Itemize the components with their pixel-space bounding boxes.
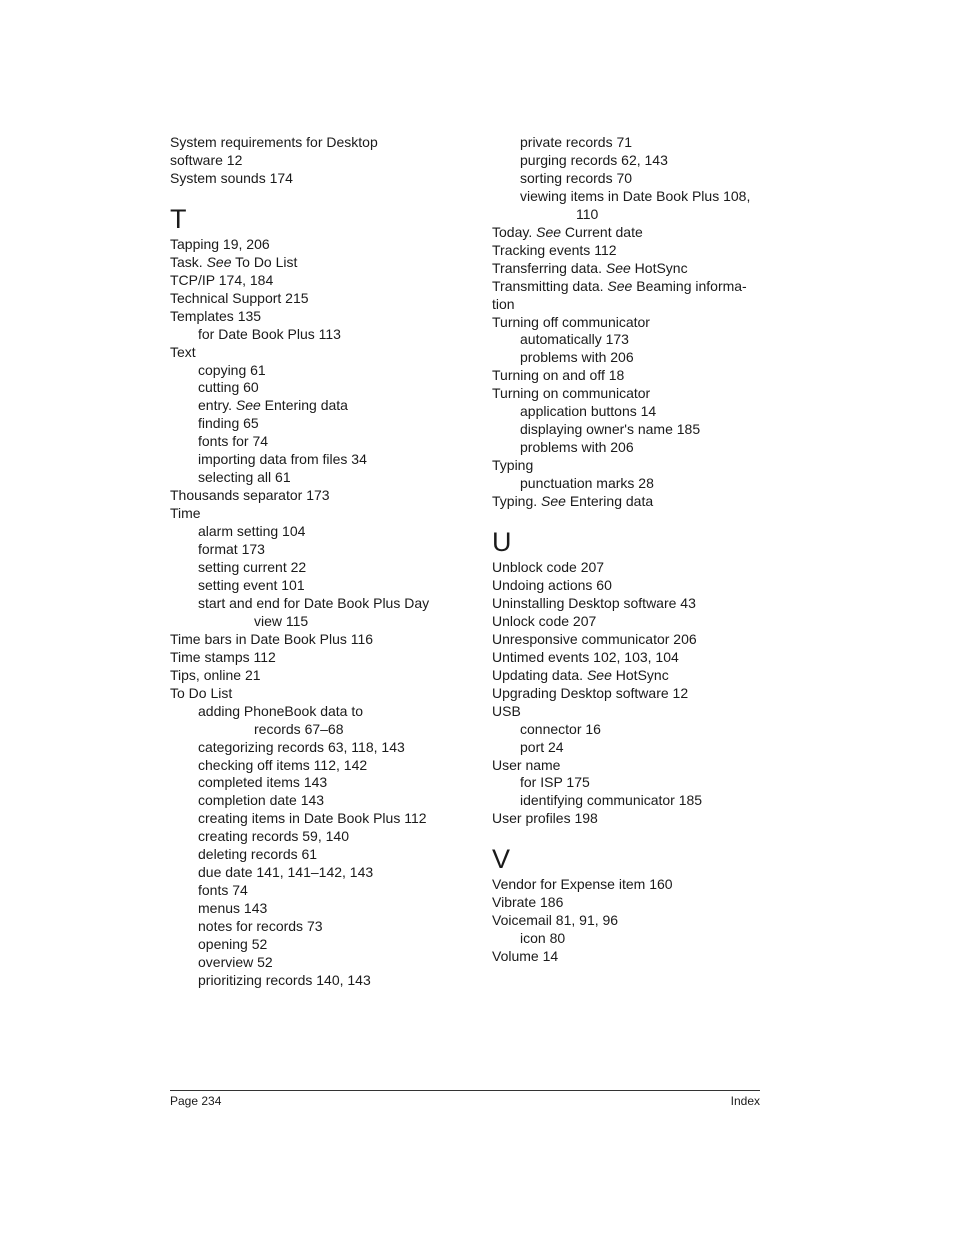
index-subentry: due date 141, 141–142, 143	[198, 864, 374, 881]
index-subentry: setting event 101	[198, 576, 305, 593]
index-entry: software 12	[170, 151, 243, 168]
see-reference: See	[607, 277, 633, 294]
index-entry: System requirements for Desktop	[170, 134, 378, 150]
index-subentry: creating items in Date Book Plus 112	[198, 810, 427, 827]
cross-reference-target: HotSync	[611, 666, 669, 683]
cross-reference-target: HotSync	[630, 259, 688, 276]
index-subentry: problems with 206	[520, 349, 634, 366]
index-entry: Tracking events 112	[492, 241, 617, 258]
cross-reference-target: Current date	[561, 223, 643, 240]
index-entry: User profiles 198	[492, 810, 598, 827]
index-subentry: copying 61	[198, 361, 266, 378]
entry-text: Updating data.	[492, 666, 587, 683]
index-entry: Turning off communicator	[492, 313, 650, 330]
index-subentry: setting current 22	[198, 559, 307, 576]
index-entry: Turning on communicator	[492, 385, 651, 402]
index-column-left	[170, 134, 470, 990]
index-subentry: deleting records 61	[198, 846, 318, 863]
index-subentry: alarm setting 104	[198, 523, 306, 540]
index-subentry: icon 80	[520, 930, 566, 947]
index-subentry: opening 52	[198, 936, 268, 953]
index-subentry: format 173	[198, 541, 265, 558]
index-entry: To Do List	[170, 684, 233, 701]
index-entry	[492, 278, 792, 296]
index-subentry: checking off items 112, 142	[198, 756, 368, 773]
see-reference: See	[586, 666, 612, 683]
index-entry: Untimed events 102, 103, 104	[492, 648, 679, 665]
section-name: Index	[730, 1094, 760, 1108]
index-letter-heading: T	[170, 203, 187, 234]
index-entry: Vibrate 186	[492, 894, 564, 911]
see-reference: See	[536, 223, 562, 240]
index-entry: User name	[492, 756, 561, 773]
index-entry	[492, 493, 792, 511]
footer-rule	[170, 1090, 760, 1091]
index-subentry: overview 52	[198, 953, 273, 970]
index-entry-continuation: view 115	[254, 612, 309, 629]
entry-text: Typing.	[492, 493, 542, 510]
cross-reference-target: To Do List	[231, 253, 298, 270]
entry-text: entry.	[198, 397, 236, 414]
index-subentry: fonts for 74	[198, 433, 269, 450]
index-subentry: prioritizing records 140, 143	[198, 971, 371, 988]
index-entry: Upgrading Desktop software 12	[492, 684, 689, 701]
see-reference: See	[206, 253, 232, 270]
index-subentry: for ISP 175	[520, 774, 590, 791]
index-subentry: completed items 143	[198, 774, 328, 791]
index-subentry: for Date Book Plus 113	[198, 325, 341, 342]
index-entry: USB	[492, 702, 521, 719]
index-entry-continuation: 110	[576, 205, 599, 222]
index-entry	[492, 260, 792, 278]
index-entry: Turning on and off 18	[492, 367, 625, 384]
index-subentry: menus 143	[198, 900, 268, 917]
index-subentry: connector 16	[520, 720, 601, 737]
index-entry: Tapping 19, 206	[170, 235, 270, 252]
index-subentry: selecting all 61	[198, 469, 291, 486]
index-letter-heading: V	[492, 844, 511, 875]
index-subentry: identifying communicator 185	[520, 792, 703, 809]
index-entry	[492, 667, 792, 685]
index-entry-continuation: records 67–68	[254, 720, 344, 737]
index-entry: Uninstalling Desktop software 43	[492, 594, 696, 611]
index-entry: System sounds 174	[170, 169, 293, 186]
index-subentry: private records 71	[520, 134, 633, 150]
index-subentry: cutting 60	[198, 379, 259, 396]
see-reference: See	[605, 259, 631, 276]
index-entry: Time	[170, 505, 201, 522]
index-subentry: purging records 62, 143	[520, 151, 668, 168]
index-entry: Unlock code 207	[492, 612, 597, 629]
index-entry: Undoing actions 60	[492, 576, 612, 593]
index-letter-heading: U	[492, 527, 512, 558]
index-subentry: displaying owner's name 185	[520, 421, 701, 438]
index-subentry: categorizing records 63, 118, 143	[198, 738, 405, 755]
index-subentry: automatically 173	[520, 331, 629, 348]
index-subentry: finding 65	[198, 415, 259, 432]
cross-reference-target: Entering data	[565, 493, 654, 510]
index-entry: Typing	[492, 457, 534, 474]
index-entry: Vendor for Expense item 160	[492, 876, 673, 893]
index-subentry: viewing items in Date Book Plus 108,	[520, 187, 751, 204]
index-subentry: start and end for Date Book Plus Day	[198, 594, 430, 611]
index-subentry: creating records 59, 140	[198, 828, 349, 845]
index-entry: Templates 135	[170, 307, 262, 324]
index-entry: TCP/IP 174, 184	[170, 271, 274, 288]
cross-reference-target: Entering data	[260, 397, 348, 414]
index-subentry: notes for records 73	[198, 918, 323, 935]
index-column-right	[492, 134, 792, 966]
index-entry: tion	[492, 295, 515, 312]
index-entry	[492, 224, 792, 242]
entry-text: Transmitting data.	[492, 277, 608, 294]
index-subentry: sorting records 70	[520, 169, 633, 186]
entry-text: Today.	[492, 223, 537, 240]
index-entry: Technical Support 215	[170, 289, 309, 306]
page-number: Page 234	[170, 1094, 222, 1108]
see-reference: See	[235, 397, 261, 414]
index-entry: Unblock code 207	[492, 559, 605, 576]
index-entry: Time bars in Date Book Plus 116	[170, 630, 374, 647]
index-entry: Unresponsive communicator 206	[492, 630, 697, 647]
index-subentry: fonts 74	[198, 882, 248, 899]
index-entry: Voicemail 81, 91, 96	[492, 912, 619, 929]
index-entry: Time stamps 112	[170, 648, 276, 665]
entry-text: Task.	[170, 253, 207, 270]
index-entry: Tips, online 21	[170, 666, 261, 683]
index-entry: Volume 14	[492, 948, 559, 965]
index-subentry: adding PhoneBook data to	[198, 702, 364, 719]
index-subentry: port 24	[520, 738, 564, 755]
see-reference: See	[541, 493, 566, 510]
index-subentry	[170, 397, 470, 415]
index-entry	[170, 254, 470, 272]
index-subentry: completion date 143	[198, 792, 325, 809]
entry-text: Transferring data.	[492, 259, 606, 276]
index-entry: Text	[170, 343, 196, 360]
index-subentry: application buttons 14	[520, 403, 657, 420]
index-subentry: problems with 206	[520, 439, 634, 456]
cross-reference-target: Beaming informa-	[632, 277, 747, 294]
index-subentry: punctuation marks 28	[520, 475, 654, 492]
index-subentry: importing data from files 34	[198, 451, 367, 468]
index-entry: Thousands separator 173	[170, 487, 330, 504]
